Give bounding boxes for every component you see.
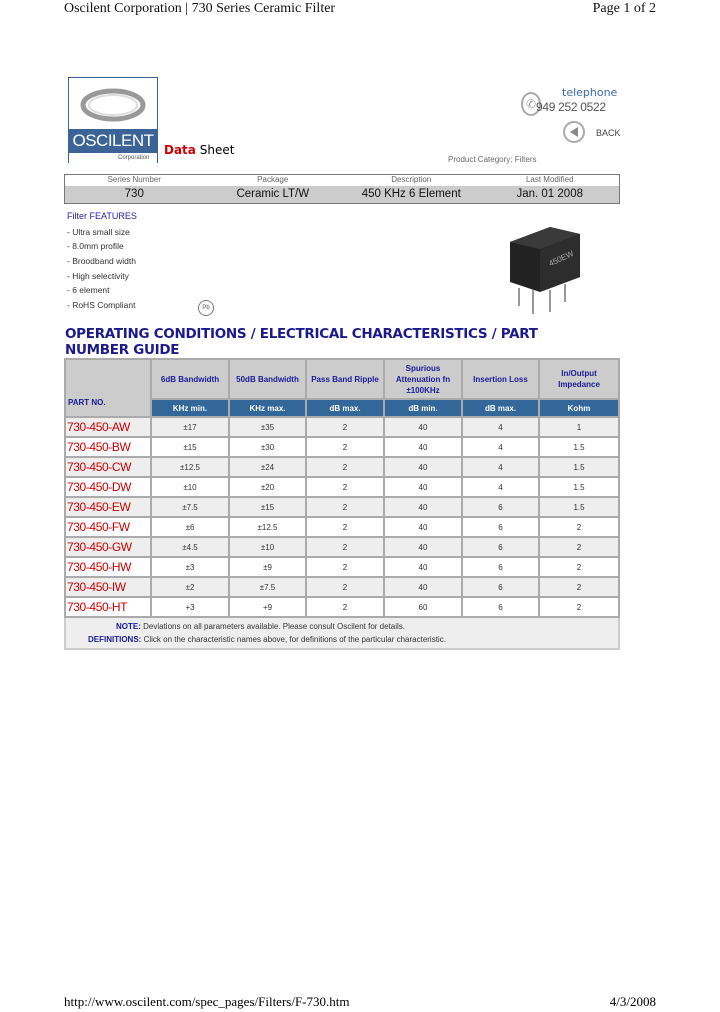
table-row xyxy=(65,557,619,577)
telephone-label: telephone xyxy=(562,86,618,99)
feature-item: - Ultra small size xyxy=(67,227,130,237)
page-number: Page 1 of 2 xyxy=(592,1,656,16)
back-link[interactable]: BACK xyxy=(596,128,621,138)
table-cell: 1.5 xyxy=(539,437,619,457)
table-cell: 6 xyxy=(462,597,539,617)
feature-item: - Broodband width xyxy=(67,256,136,266)
table-notes xyxy=(65,617,619,649)
table-cell: 60 xyxy=(384,597,462,617)
section-title: OPERATING CONDITIONS / ELECTRICAL CHARACTERISTICS / PART NUMBER GUIDE xyxy=(65,326,538,358)
part-number-link[interactable]: 730-450-EW xyxy=(65,497,151,517)
table-cell: 1.5 xyxy=(539,497,619,517)
info-value: Ceramic LT/W xyxy=(204,186,343,203)
table-cell: +3 xyxy=(151,597,229,617)
table-cell: ±17 xyxy=(151,417,229,437)
table-cell: 40 xyxy=(384,517,462,537)
info-value: 450 KHz 6 Element xyxy=(342,186,481,203)
table-cell: 1.5 xyxy=(539,457,619,477)
table-cell: 4 xyxy=(462,457,539,477)
table-cell: ±10 xyxy=(151,477,229,497)
part-number-table xyxy=(64,358,620,650)
col-header-50db-bandwidth[interactable]: 50dB Bandwidth xyxy=(229,359,306,399)
table-cell: ±10 xyxy=(229,537,306,557)
table-cell: ±35 xyxy=(229,417,306,437)
col-header-pass-band-ripple[interactable]: Pass Band Ripple xyxy=(306,359,384,399)
telephone-number: 949 252 0522 xyxy=(536,100,606,114)
unit-cell: Kohm xyxy=(539,399,619,417)
logo-text: OSCILENT xyxy=(68,129,158,153)
part-number-link[interactable]: 730-450-HT xyxy=(65,597,151,617)
table-cell: 40 xyxy=(384,437,462,457)
feature-item: - RoHS Compliant xyxy=(67,300,136,310)
table-row xyxy=(65,457,619,477)
col-header-spurious-attenuation[interactable]: Spurious Attenuation fn ±100KHz xyxy=(384,359,462,399)
table-row xyxy=(65,497,619,517)
table-cell: 4 xyxy=(462,417,539,437)
table-cell: ±30 xyxy=(229,437,306,457)
data-word: Data xyxy=(164,143,196,157)
table-cell: 6 xyxy=(462,517,539,537)
table-cell: ±2 xyxy=(151,577,229,597)
table-cell: 40 xyxy=(384,457,462,477)
part-number-link[interactable]: 730-450-CW xyxy=(65,457,151,477)
definitions-text: Click on the characteristic names above, for definitions of the particular characteristic. xyxy=(141,635,446,644)
table-row xyxy=(65,517,619,537)
info-value: 730 xyxy=(65,186,204,203)
table-cell: 40 xyxy=(384,477,462,497)
table-cell: ±3 xyxy=(151,557,229,577)
table-cell: +9 xyxy=(229,597,306,617)
unit-cell: KHz min. xyxy=(151,399,229,417)
table-cell: ±15 xyxy=(151,437,229,457)
table-cell: 2 xyxy=(539,597,619,617)
table-cell: ±15 xyxy=(229,497,306,517)
table-cell: 2 xyxy=(539,537,619,557)
info-header: Last Modified xyxy=(481,175,620,186)
table-cell: 2 xyxy=(306,457,384,477)
table-cell: ±12.5 xyxy=(151,457,229,477)
table-cell: ±6 xyxy=(151,517,229,537)
table-cell: 2 xyxy=(306,557,384,577)
table-row xyxy=(65,597,619,617)
rohs-pb-free-icon: Pb xyxy=(198,300,214,316)
logo-subtext: Corporation xyxy=(118,155,150,161)
table-cell: 2 xyxy=(306,597,384,617)
features-title: Filter FEATURES xyxy=(67,211,137,221)
table-cell: ±7.5 xyxy=(229,577,306,597)
product-category: Product Category: Filters xyxy=(448,155,537,164)
table-cell: 40 xyxy=(384,577,462,597)
table-cell: 4 xyxy=(462,437,539,457)
table-cell: ±9 xyxy=(229,557,306,577)
table-cell: 2 xyxy=(539,557,619,577)
footer-date: 4/3/2008 xyxy=(609,994,656,1009)
table-row xyxy=(65,477,619,497)
table-row xyxy=(65,437,619,457)
table-cell: 1 xyxy=(539,417,619,437)
back-arrow-icon[interactable] xyxy=(563,121,585,143)
page-header-title: Oscilent Corporation | 730 Series Ceramic Filter xyxy=(64,1,336,16)
table-cell: 2 xyxy=(539,577,619,597)
filter-product-image xyxy=(505,222,583,317)
sheet-word: Sheet xyxy=(199,143,235,157)
table-cell: 4 xyxy=(462,477,539,497)
table-cell: ±4.5 xyxy=(151,537,229,557)
table-cell: 40 xyxy=(384,417,462,437)
table-row xyxy=(65,537,619,557)
part-number-link[interactable]: 730-450-HW xyxy=(65,557,151,577)
part-number-link[interactable]: 730-450-AW xyxy=(65,417,151,437)
table-cell: 2 xyxy=(306,477,384,497)
info-value: Jan. 01 2008 xyxy=(481,186,620,203)
phone-icon: ✆ xyxy=(521,92,541,116)
footer-url: http://www.oscilent.com/spec_pages/Filters/F-730.htm xyxy=(64,994,350,1009)
unit-cell: dB min. xyxy=(384,399,462,417)
series-info-table xyxy=(64,174,620,204)
svg-text:450EW: 450EW xyxy=(547,248,576,269)
unit-cell: dB max. xyxy=(306,399,384,417)
table-cell: 1.5 xyxy=(539,477,619,497)
col-header-part-no: PART NO. xyxy=(65,359,151,417)
note-text: Deviations on all parameters available. Please consult Oscilent for details. xyxy=(140,622,406,631)
table-cell: 40 xyxy=(384,537,462,557)
table-cell: 2 xyxy=(539,517,619,537)
feature-item: - 8.0mm profile xyxy=(67,241,124,251)
table-cell: 40 xyxy=(384,557,462,577)
col-header-insertion-loss[interactable]: Insertion Loss xyxy=(462,359,539,399)
table-cell: 2 xyxy=(306,497,384,517)
ring-logo-icon xyxy=(69,78,157,130)
table-cell: 2 xyxy=(306,417,384,437)
table-row xyxy=(65,577,619,597)
unit-cell: dB max. xyxy=(462,399,539,417)
table-cell: 2 xyxy=(306,537,384,557)
table-cell: 6 xyxy=(462,577,539,597)
part-number-link[interactable]: 730-450-GW xyxy=(65,537,151,557)
part-number-link[interactable]: 730-450-BW xyxy=(65,437,151,457)
feature-item: - 6 element xyxy=(67,285,110,295)
table-cell: 6 xyxy=(462,557,539,577)
part-number-link[interactable]: 730-450-DW xyxy=(65,477,151,497)
data-sheet-label xyxy=(164,143,234,157)
table-cell: ±20 xyxy=(229,477,306,497)
part-number-link[interactable]: 730-450-FW xyxy=(65,517,151,537)
col-header-6db-bandwidth[interactable]: 6dB Bandwidth xyxy=(151,359,229,399)
table-row xyxy=(65,417,619,437)
info-header: Series Number xyxy=(65,175,204,186)
table-cell: ±24 xyxy=(229,457,306,477)
feature-item: - High selectivity xyxy=(67,271,129,281)
part-number-link[interactable]: 730-450-IW xyxy=(65,577,151,597)
table-cell: 40 xyxy=(384,497,462,517)
table-cell: ±7.5 xyxy=(151,497,229,517)
table-cell: 2 xyxy=(306,577,384,597)
table-cell: 6 xyxy=(462,497,539,517)
col-header-impedance[interactable]: In/Output Impedance xyxy=(539,359,619,399)
note-label: NOTE: xyxy=(116,622,141,631)
table-cell: ±12.5 xyxy=(229,517,306,537)
definitions-label: DEFINITIONS: xyxy=(88,635,142,644)
table-cell: 2 xyxy=(306,437,384,457)
info-header: Description xyxy=(342,175,481,186)
table-cell: 6 xyxy=(462,537,539,557)
info-header: Package xyxy=(204,175,343,186)
unit-cell: KHz max. xyxy=(229,399,306,417)
table-cell: 2 xyxy=(306,517,384,537)
